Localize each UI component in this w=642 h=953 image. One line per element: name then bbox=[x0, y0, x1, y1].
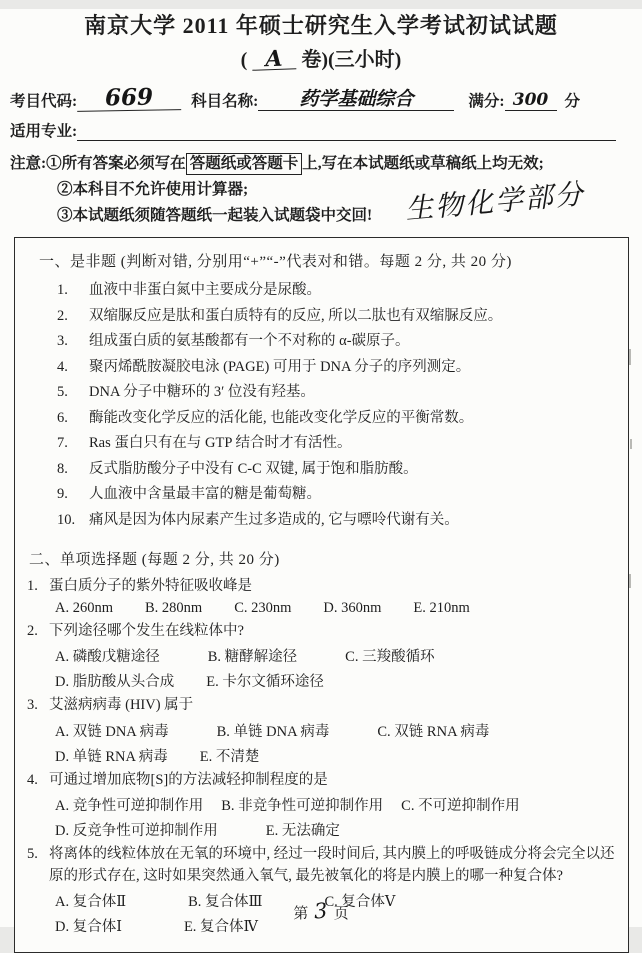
option: A. 双链 DNA 病毒 bbox=[55, 723, 169, 740]
option: D. 单链 RNA 病毒 bbox=[55, 748, 168, 765]
option-row bbox=[55, 720, 618, 741]
tf-item-text: Ras 蛋白只有在与 GTP 结合时才有活性。 bbox=[89, 435, 352, 452]
question-text: 可通过增加底物[S]的方法减轻抑制程度的是 bbox=[49, 771, 328, 788]
tf-item-8 bbox=[57, 459, 618, 480]
option: B. 非竞争性可逆抑制作用 bbox=[221, 797, 384, 814]
tf-item-6 bbox=[57, 408, 618, 429]
tf-item-2 bbox=[57, 306, 618, 327]
tf-item-number: 6. bbox=[57, 409, 68, 426]
tf-item-text: DNA 分子中糖环的 3′ 位没有羟基。 bbox=[89, 384, 315, 401]
section-1-heading: 一、是非题 (判断对错, 分别用“+”“-”代表对和错。每题 2 分, 共 20 分) bbox=[39, 254, 512, 271]
option: A. 复合体Ⅱ bbox=[55, 893, 127, 910]
full-score-value: 300 bbox=[505, 92, 557, 111]
full-score-label: 满分: bbox=[468, 93, 505, 111]
note-1-prefix: ①所有答案必须写在 bbox=[46, 155, 186, 173]
option: B. 单链 DNA 病毒 bbox=[216, 723, 330, 740]
tf-item-number: 7. bbox=[57, 435, 68, 452]
option: A. 竞争性可逆抑制作用 bbox=[55, 797, 204, 814]
tf-item-text: 组成蛋白质的氨基酸都有一个不对称的 α-碳原子。 bbox=[89, 333, 410, 350]
tf-item-number: 3. bbox=[57, 333, 68, 350]
tf-item-text: 酶能改变化学反应的活化能, 也能改变化学反应的平衡常数。 bbox=[89, 409, 474, 426]
option: A. 260nm bbox=[55, 600, 113, 617]
option-row bbox=[55, 670, 618, 691]
tf-item-9 bbox=[57, 484, 618, 505]
subtitle-close-text: 卷)(三小时) bbox=[301, 49, 402, 71]
tf-item-number: 9. bbox=[57, 486, 68, 503]
question-text: 艾滋病病毒 (HIV) 属于 bbox=[49, 697, 194, 714]
note-1-boxed-text: 答题纸或答题卡 bbox=[186, 153, 303, 175]
option-row bbox=[55, 794, 618, 815]
exam-title: 南京大学 2011 年硕士研究生入学考试初试试题 bbox=[84, 13, 558, 38]
option: E. 不清楚 bbox=[199, 748, 260, 765]
page-number-prefix: 第 bbox=[293, 906, 309, 922]
subject-code-value: 669 bbox=[77, 85, 181, 112]
notes-block bbox=[10, 151, 622, 228]
scan-artifact bbox=[629, 574, 631, 588]
tf-item-number: 10. bbox=[57, 511, 76, 528]
question-head bbox=[27, 844, 618, 888]
option: E. 卡尔文循环途径 bbox=[206, 674, 324, 691]
exam-subtitle bbox=[0, 43, 642, 72]
major-label: 适用专业: bbox=[10, 123, 78, 141]
question-number: 2. bbox=[27, 623, 38, 640]
option: D. 复合体Ⅰ bbox=[55, 918, 122, 935]
tf-item-10 bbox=[57, 510, 618, 531]
question-text: 下列途径哪个发生在线粒体中? bbox=[49, 623, 244, 640]
page-number-suffix: 页 bbox=[333, 906, 349, 922]
note-1-suffix: 上,写在本试题纸或草稿纸上均无效; bbox=[302, 155, 544, 173]
option: B. 280nm bbox=[145, 600, 203, 617]
tf-item-text: 人血液中含量最丰富的糖是葡萄糖。 bbox=[89, 486, 321, 503]
option: B. 糖酵解途径 bbox=[207, 649, 298, 666]
notes-label: 注意: bbox=[10, 155, 47, 173]
tf-item-4 bbox=[57, 357, 618, 378]
tf-item-text: 痛风是因为体内尿素产生过多造成的, 它与嘌呤代谢有关。 bbox=[89, 511, 459, 528]
tf-item-1 bbox=[57, 280, 618, 301]
option: C. 双链 RNA 病毒 bbox=[377, 723, 490, 740]
question-head bbox=[27, 770, 618, 792]
question-head bbox=[27, 621, 618, 643]
tf-item-text: 血液中非蛋白氮中主要成分是尿酸。 bbox=[89, 282, 321, 299]
page-number: 3 bbox=[313, 898, 329, 924]
questions-box bbox=[14, 237, 629, 953]
tf-item-text: 聚丙烯酰胺凝胶电泳 (PAGE) 可用于 DNA 分子的序列测定。 bbox=[89, 358, 471, 375]
option: D. 反竞争性可逆抑制作用 bbox=[55, 822, 218, 839]
option: C. 复合体Ⅴ bbox=[324, 893, 396, 910]
question-number: 5. bbox=[27, 845, 38, 862]
major-row bbox=[10, 119, 616, 141]
tf-item-number: 4. bbox=[57, 358, 68, 375]
tf-item-number: 2. bbox=[57, 307, 68, 324]
question-number: 4. bbox=[27, 771, 38, 788]
note-3: ③本试题纸须随答题纸一起装入试题袋中交回! bbox=[57, 206, 373, 224]
subject-code-label: 考目代码: bbox=[10, 93, 78, 111]
option: E. 无法确定 bbox=[265, 822, 340, 839]
option: E. 复合体Ⅳ bbox=[183, 918, 259, 935]
option: C. 三羧酸循环 bbox=[345, 649, 435, 666]
tf-item-number: 8. bbox=[57, 460, 68, 477]
tf-item-3 bbox=[57, 331, 618, 352]
header-fields-row bbox=[10, 83, 620, 112]
option-row bbox=[55, 600, 618, 617]
handwritten-annotation: 生物化学部分 bbox=[403, 177, 587, 226]
mcq-question-2 bbox=[27, 621, 618, 691]
page-footer bbox=[0, 899, 642, 923]
major-blank-line bbox=[77, 121, 616, 141]
exam-paper-page bbox=[0, 9, 642, 935]
subject-name-label: 科目名称: bbox=[191, 93, 259, 111]
option: D. 脂肪酸从头合成 bbox=[55, 674, 175, 691]
question-text: 将离体的线粒体放在无氧的环境中, 经过一段时间后, 其内膜上的呼吸链成分将会完全以还原的形式存在, 这时如果突然通入氧气, 最先被氧化的将是内膜上的哪一种复合体? bbox=[49, 845, 615, 884]
option-row bbox=[55, 645, 618, 666]
tf-item-number: 5. bbox=[57, 384, 68, 401]
subtitle-open-paren: ( bbox=[240, 49, 248, 71]
tf-item-text: 反式脂肪酸分子中没有 C-C 双键, 属于饱和脂肪酸。 bbox=[89, 460, 418, 477]
mcq-question-4 bbox=[27, 770, 618, 840]
paper-version-letter: A bbox=[252, 48, 297, 71]
option: A. 磷酸戊糖途径 bbox=[55, 649, 160, 666]
tf-item-7 bbox=[57, 433, 618, 454]
full-score-unit: 分 bbox=[564, 93, 581, 111]
tf-item-5 bbox=[57, 382, 618, 403]
option: C. 230nm bbox=[234, 600, 292, 617]
tf-item-number: 1. bbox=[57, 282, 68, 299]
question-number: 3. bbox=[27, 697, 38, 714]
option-row bbox=[55, 745, 618, 766]
option: E. 210nm bbox=[413, 600, 470, 617]
mcq-question-1 bbox=[27, 576, 618, 617]
tf-item-text: 双缩脲反应是肽和蛋白质特有的反应, 所以二肽也有双缩脲反应。 bbox=[89, 307, 503, 324]
subject-name-value: 药学基础综合 bbox=[258, 90, 454, 111]
scan-artifact bbox=[629, 349, 631, 365]
note-1 bbox=[10, 151, 622, 177]
option: D. 360nm bbox=[323, 600, 382, 617]
question-head bbox=[27, 695, 618, 717]
note-2: ②本科目不允许使用计算器; bbox=[57, 180, 249, 198]
mcq-question-3 bbox=[27, 695, 618, 765]
question-number: 1. bbox=[27, 577, 38, 594]
option: B. 复合体Ⅲ bbox=[188, 893, 263, 910]
option-row bbox=[55, 819, 618, 840]
option: C. 不可逆抑制作用 bbox=[401, 797, 520, 814]
question-text: 蛋白质分子的紫外特征吸收峰是 bbox=[49, 577, 252, 594]
scan-artifact bbox=[630, 439, 632, 449]
section-2-heading: 二、单项选择题 (每题 2 分, 共 20 分) bbox=[29, 551, 280, 568]
question-head bbox=[27, 576, 618, 598]
